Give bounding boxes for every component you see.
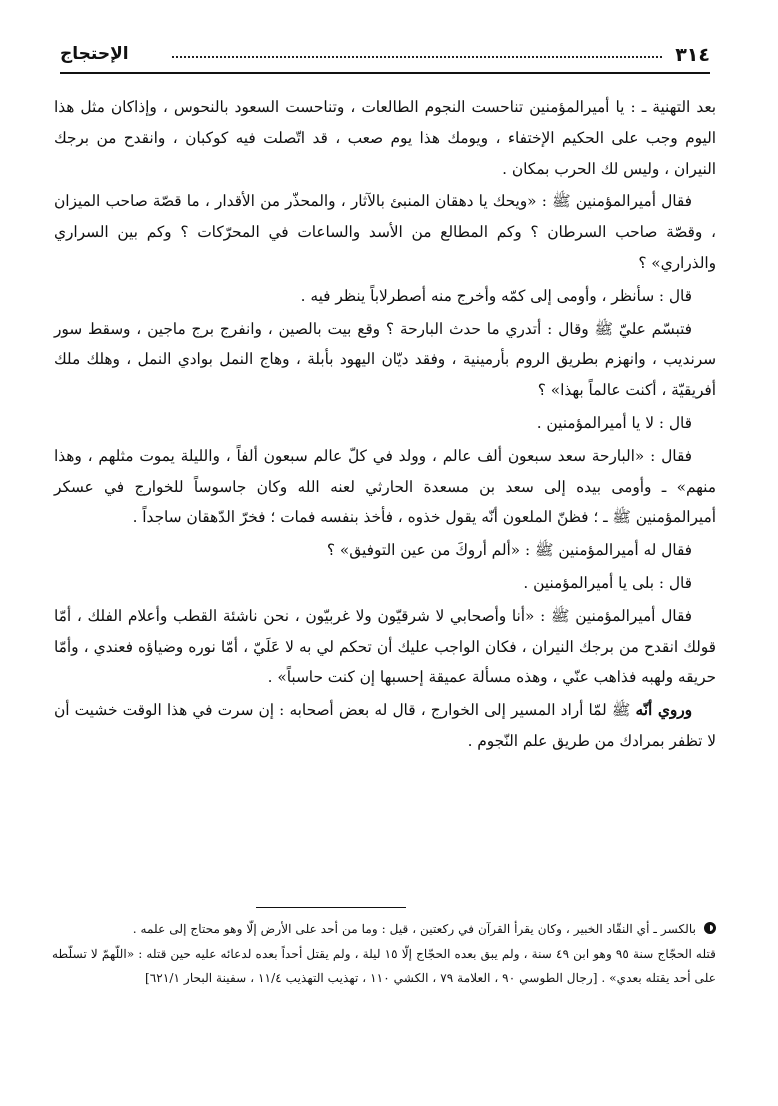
paragraph: فقال : «البارحة سعد سبعون ألف عالم ، وولد في كلّ عالم سبعون ألفاً ، والليلة يموت مثلهم ، وهذا منهم» ـ وأومى بيده إلى سعد بن مسعدة الحارثي لعنه الله وكان جاسوساً للخوارج في عسكر أميرالمؤمنين ﷺ ـ ؛ فظنّ الملعون أنّه يقول خذوه ، فأخذ بنفسه فمات ؛ فخرّ الدّهقان ساجداً . bbox=[54, 446, 716, 527]
paragraph: قال : لا يا أميرالمؤمنين . bbox=[536, 413, 692, 432]
paragraph: قال : بلى يا أميرالمؤمنين . bbox=[523, 573, 692, 592]
book-title: الإحتجاج bbox=[60, 44, 129, 64]
footnote-separator bbox=[256, 907, 406, 908]
footnotes bbox=[52, 917, 716, 991]
paragraph-text: ﷺ لمّا أراد المسير إلى الخوارج ، قال له بعض أصحابه : إن سرت في هذا الوقت خشيت أن لا تظفر بمرادك من طريق علم النّجوم . bbox=[54, 701, 716, 750]
paragraph: فقال أميرالمؤمنين ﷺ : «أنا وأصحابي لا شرقيّون ولا غربيّون ، نحن ناشئة القطب وأعلام الفلك ، أمّا قولك انقدح من برجك النيران ، فكان الواجب عليك أن تحكم لي به لا عَلَيّ ، أمّا نوره وضياؤه فعندي ، وأمّا حريقه ولهبه فذاهب عنّي ، وهذه مسألة عميقة إحسبها إن كنت حاسباً» . bbox=[54, 606, 716, 687]
running-header bbox=[60, 42, 710, 74]
page-number: ٣١٤ bbox=[675, 44, 710, 66]
paragraph: قال : سأنظر ، وأومى إلى كمّه وأخرج منه أصطرلاباً ينظر فيه . bbox=[300, 286, 692, 305]
continuation-arrow-icon bbox=[704, 922, 716, 934]
paragraph bbox=[54, 695, 716, 757]
footnote-text: بالكسر ـ أي النقّاد الخبير ، وكان يقرأ القرآن في ركعتين ، قيل : وما من أحد على الأرض إلّا وهو محتاج إلى علمه . bbox=[132, 922, 696, 936]
footnote: قتله الحجّاج سنة ٩٥ وهو ابن ٤٩ سنة ، ولم يبق بعده الحجّاج إلّا ١٥ ليلة ، ولم يقتل أحداً بعده لدعائه عليه حين قتله : «اللّهمّ لا تسلّطه على أحد يقتله بعدي» . [رجال الطوسي ٩٠ ، العلامة ٧٩ ، الكشي ١١٠ ، تهذيب التهذيب ١١/٤ ، سفينة البحار ٦٢١/١] bbox=[52, 946, 716, 986]
header-leader-dots bbox=[172, 56, 662, 58]
footnote bbox=[52, 917, 716, 942]
paragraph: فقال له أميرالمؤمنين ﷺ : «ألم أروكَ من عين التوفيق» ؟ bbox=[326, 541, 692, 560]
paragraph: فقال أميرالمؤمنين ﷺ : «ويحك يا دهقان المنبئ بالآثار ، والمحذّر من الأقدار ، ما قصّة صاحب الميزان ، وقصّة صاحب السرطان ؟ وكم المطالع من الأسد والساعات في المحرّكات ؟ وكم بين السراري والذراري» ؟ bbox=[54, 192, 716, 272]
paragraph: بعد التهنية ـ : يا أميرالمؤمنين تناحست النجوم الطالعات ، وتناحست السعود بالنحوس ، وإذاكان مثل هذا اليوم وجب على الحكيم الإختفاء ، ويومك هذا يوم صعب ، قد اتّصلت فيه كوكبان ، وانقدح من برجك النيران ، وليس لك الحرب بمكان . bbox=[54, 98, 716, 178]
bold-lead-text: وروي أنّه bbox=[635, 701, 692, 720]
paragraph: فتبسّم عليّ ﷺ وقال : أتدري ما حدث البارحة ؟ وقع بيت بالصين ، وانفرج برج ماجين ، وسقط سور سرنديب ، وانهزم بطريق الروم بأرمينية ، وفقد ديّان اليهود بأبلة ، وهاج النمل بوادي النمل ، وهلك ملك أفريقيّة ، أكنت عالماً بهذا» ؟ bbox=[54, 319, 716, 400]
main-text bbox=[54, 92, 716, 757]
